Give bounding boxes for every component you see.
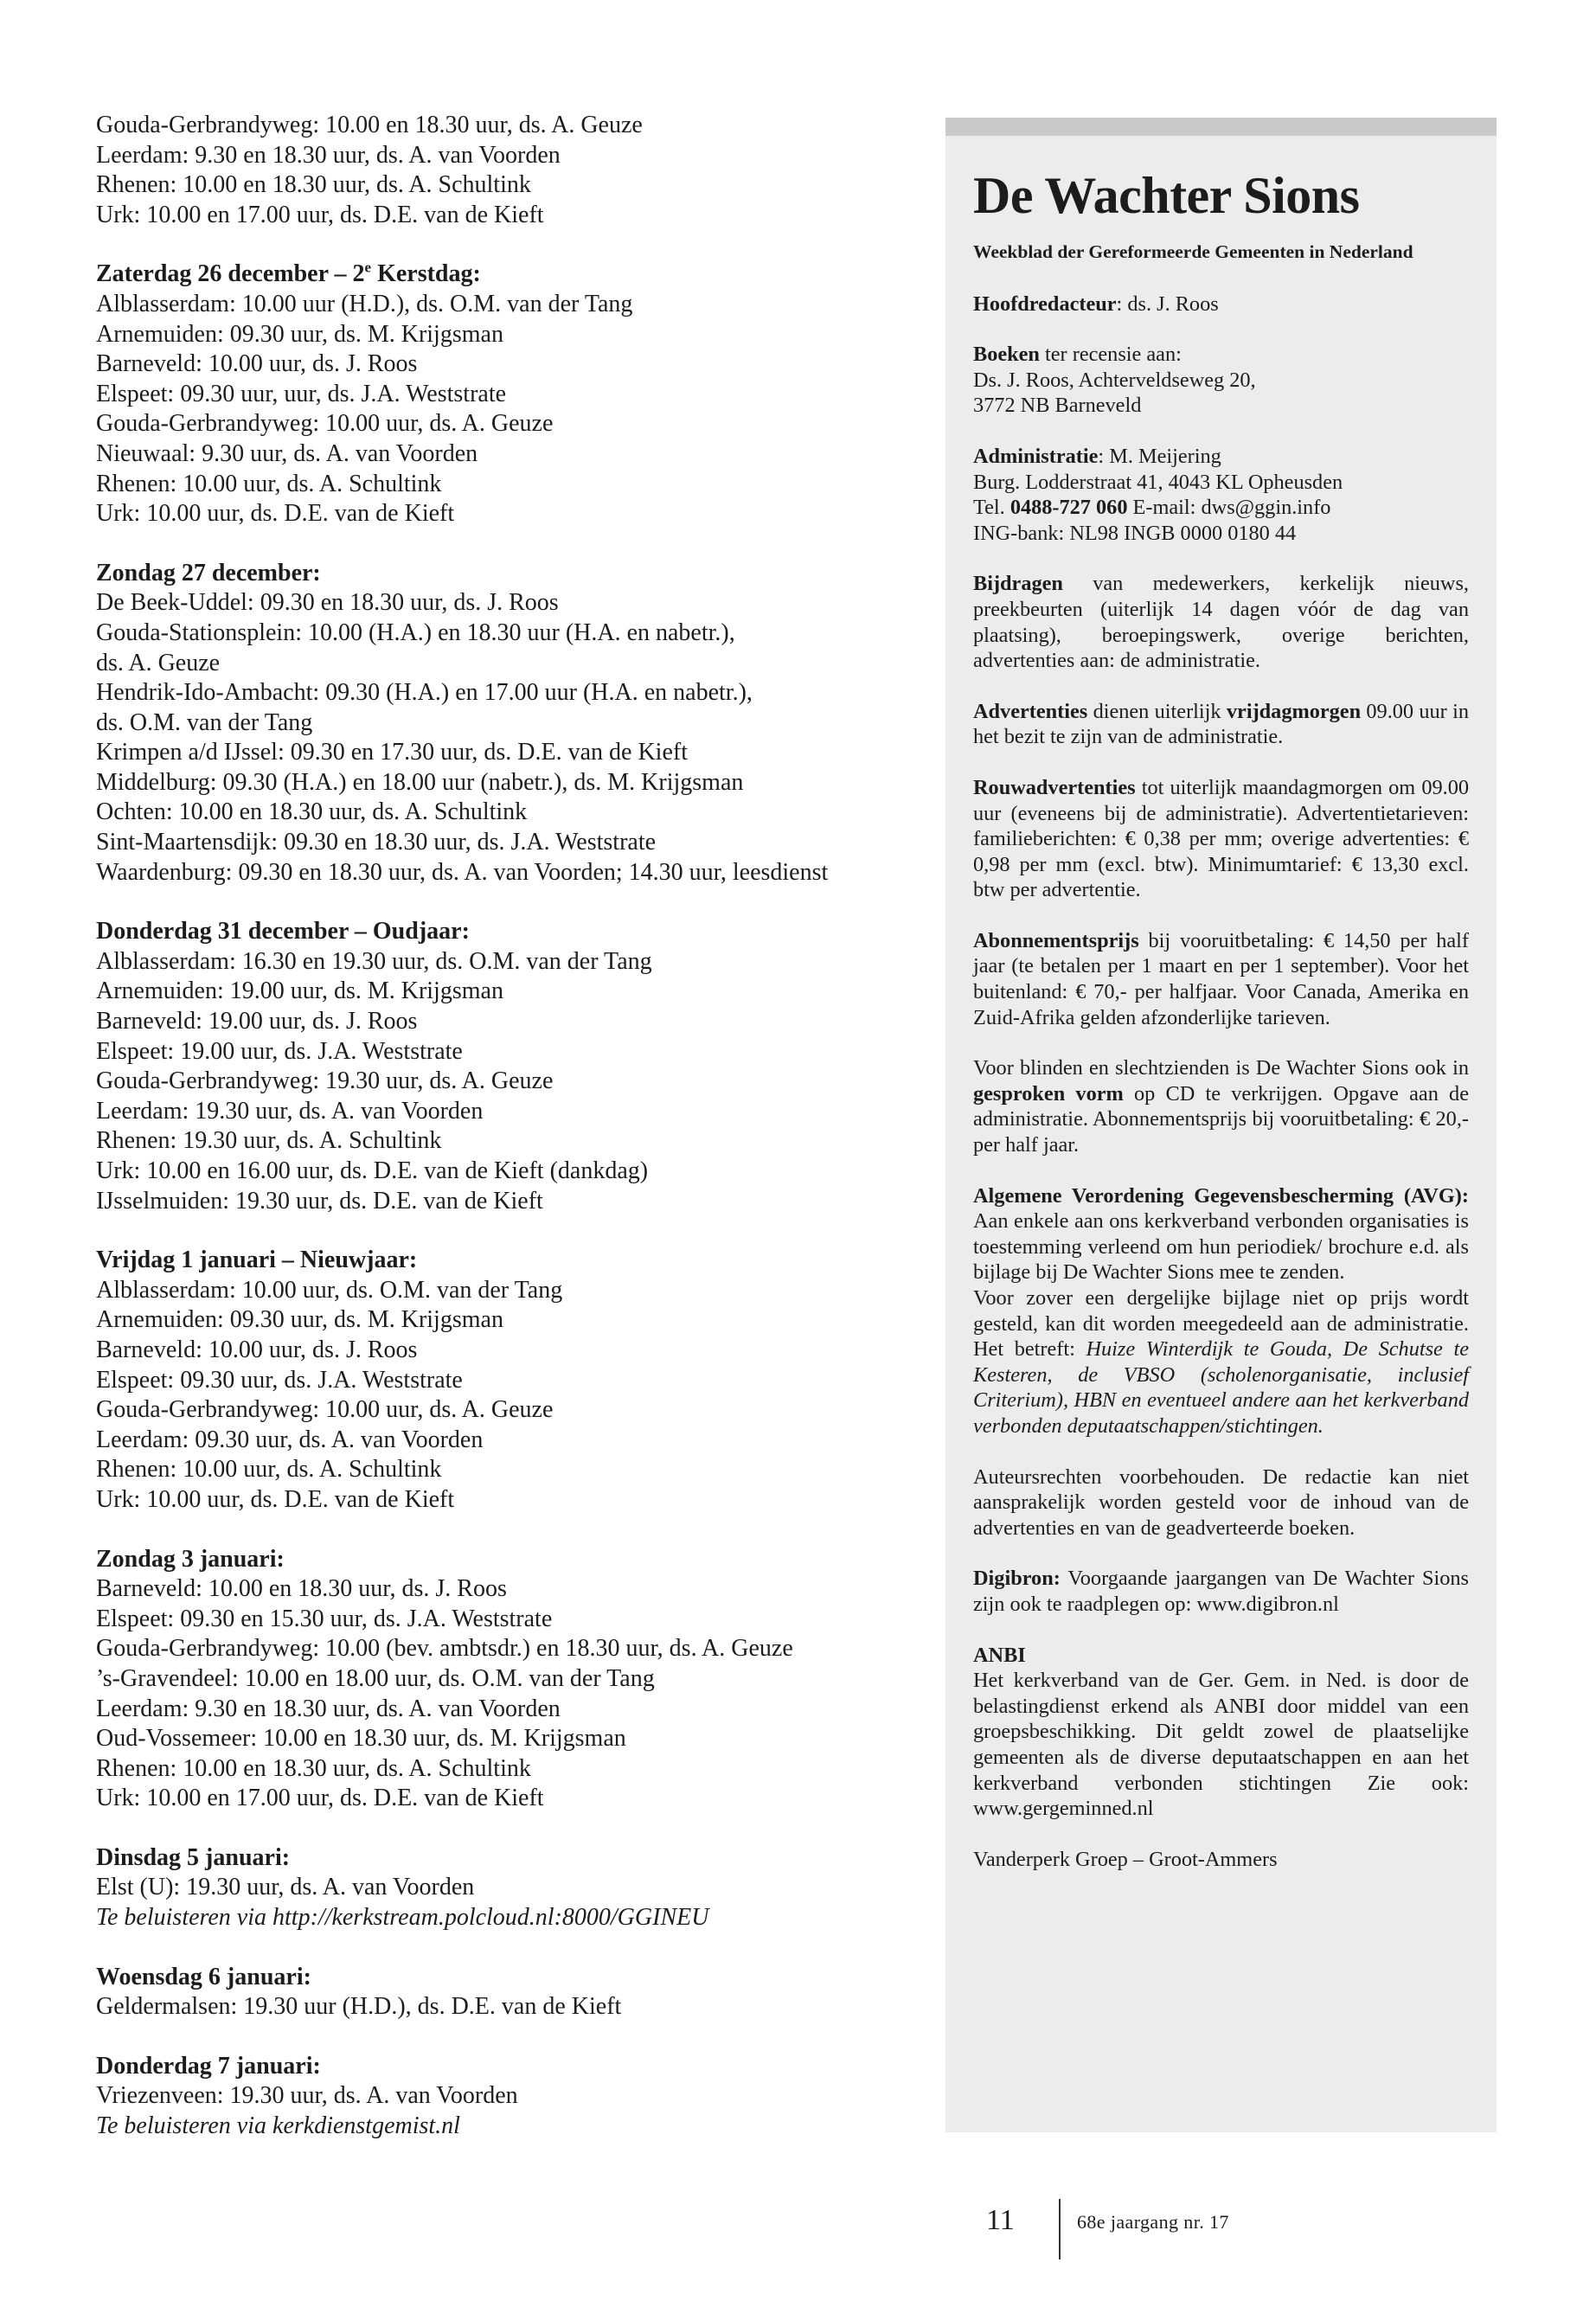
- printer-info: Vanderperk Groep – Groot-Ammers: [973, 1847, 1278, 1871]
- service-line: Hendrik-Ido-Ambacht: 09.30 (H.A.) en 17.00 uur (H.A. en nabetr.),: [96, 679, 753, 707]
- service-line: Urk: 10.00 en 16.00 uur, ds. D.E. van de Kieft (dankdag): [96, 1157, 649, 1184]
- service-line: Leerdam: 9.30 en 18.30 uur, ds. A. van Voorden: [96, 141, 561, 169]
- service-line: Barneveld: 19.00 uur, ds. J. Roos: [96, 1008, 418, 1035]
- magazine-title: De Wachter Sions: [973, 167, 1360, 224]
- service-section: [96, 1843, 909, 1933]
- service-line: Leerdam: 09.30 uur, ds. A. van Voorden: [96, 1426, 484, 1453]
- service-section: [96, 1963, 909, 2022]
- editor-info: Hoofdredacteur: ds. J. Roos: [973, 292, 1219, 316]
- stream-link-note: Te beluisteren via http://kerkstream.polcloud.nl:8000/GGINEU: [96, 1904, 709, 1932]
- service-line: Gouda-Gerbrandyweg: 19.30 uur, ds. A. Geuze: [96, 1067, 554, 1095]
- service-line: Elspeet: 19.00 uur, ds. J.A. Weststrate: [96, 1037, 463, 1065]
- service-section: [96, 111, 909, 230]
- service-line: Elspeet: 09.30 en 15.30 uur, ds. J.A. Weststrate: [96, 1605, 553, 1632]
- copyright-info: Auteursrechten voorbehouden. De redactie kan niet aansprakelijk worden gesteld voor de inhoud van de advertenties en van de geadverteerde boeken.: [973, 1465, 1469, 1540]
- colophon-panel: [945, 118, 1497, 2132]
- service-line: Middelburg: 09.30 (H.A.) en 18.00 uur (nabetr.), ds. M. Krijgsman: [96, 768, 744, 796]
- contributions-info: Bijdragen van medewerkers, kerkelijk nieuws, preekbeurten (uiterlijk 14 dagen vóór de dag van plaatsing), beroepingswerk, overige berichten, advertenties aan: de administratie.: [973, 572, 1469, 673]
- service-line: Leerdam: 9.30 en 18.30 uur, ds. A. van Voorden: [96, 1695, 561, 1722]
- service-line: Sint-Maartensdijk: 09.30 en 18.30 uur, ds. J.A. Weststrate: [96, 829, 657, 856]
- service-line: Barneveld: 10.00 en 18.30 uur, ds. J. Roos: [96, 1575, 507, 1603]
- service-day-heading: Zondag 27 december:: [96, 559, 321, 586]
- service-line: Alblasserdam: 10.00 uur, ds. O.M. van der Tang: [96, 1276, 563, 1304]
- issue-label: 68e jaargang nr. 17: [1077, 2211, 1229, 2233]
- subscription-info: Abonnementsprijs bij vooruitbetaling: € 14,50 per half jaar (te betalen per 1 maart en per 1 september). Voor het buitenland: € 70,- per halfjaar. Voor Canada, Amerika en Zuid-Afrika gelden afzonderlijke tarieven.: [973, 928, 1469, 1029]
- service-line: Rhenen: 19.30 uur, ds. A. Schultink: [96, 1127, 442, 1155]
- service-section: [96, 1246, 909, 1515]
- books-info: Boeken ter recensie aan: Ds. J. Roos, Achterveldseweg 20, 3772 NB Barneveld: [973, 343, 1256, 418]
- service-line: Elst (U): 19.30 uur, ds. A. van Voorden: [96, 1874, 475, 1901]
- gdpr-info: Algemene Verordening Gegevensbescherming (AVG): Aan enkele aan ons kerkverband verbonden organisaties is toestemming verleend om hun periodiek/ brochure e.d. als bijlage bij De Wachter Sions mee te zenden. Voor zover een dergelijke bijlage niet op prijs wordt gesteld, kan dit worden meegedeeld aan de administratie. Het betreft: Huize Winterdijk te Gouda, De Schutse te Kesteren, de VBSO (scholenorganisatie, inclusief Criterium), HBN en eventueel andere aan het kerkverband verbonden deputaatschappen/stichtingen.: [973, 1183, 1469, 1438]
- stream-link-note: Te beluisteren via kerkdienstgemist.nl: [96, 2112, 460, 2140]
- service-line: Barneveld: 10.00 uur, ds. J. Roos: [96, 350, 418, 378]
- service-line: Elspeet: 09.30 uur, ds. J.A. Weststrate: [96, 1366, 463, 1394]
- service-day-heading: Zondag 3 januari:: [96, 1545, 285, 1573]
- service-line: Gouda-Stationsplein: 10.00 (H.A.) en 18.30 uur (H.A. en nabetr.),: [96, 619, 735, 646]
- service-line: Vriezenveen: 19.30 uur, ds. A. van Voorden: [96, 2082, 518, 2110]
- service-line: Gouda-Gerbrandyweg: 10.00 en 18.30 uur, ds. A. Geuze: [96, 112, 643, 138]
- service-line: Gouda-Gerbrandyweg: 10.00 uur, ds. A. Geuze: [96, 410, 554, 438]
- service-line: Waardenburg: 09.30 en 18.30 uur, ds. A. van Voorden; 14.30 uur, leesdienst: [96, 858, 829, 886]
- service-line: Urk: 10.00 uur, ds. D.E. van de Kieft: [96, 500, 455, 528]
- service-line: Urk: 10.00 en 17.00 uur, ds. D.E. van de Kieft: [96, 1785, 544, 1812]
- service-day-heading: Donderdag 7 januari:: [96, 2052, 321, 2080]
- service-line: Leerdam: 19.30 uur, ds. A. van Voorden: [96, 1097, 484, 1125]
- service-line: Nieuwaal: 9.30 uur, ds. A. van Voorden: [96, 439, 478, 467]
- service-line: Elspeet: 09.30 uur, uur, ds. J.A. Weststrate: [96, 380, 507, 407]
- service-line: ’s-Gravendeel: 10.00 en 18.00 uur, ds. O.M. van der Tang: [96, 1664, 655, 1692]
- service-section: [96, 260, 909, 529]
- service-line: Urk: 10.00 en 17.00 uur, ds. D.E. van de Kieft: [96, 201, 544, 228]
- service-section: [96, 2052, 909, 2142]
- service-line: ds. A. Geuze: [96, 649, 221, 676]
- colophon-top-bar: [945, 118, 1497, 136]
- service-line: Oud-Vossemeer: 10.00 en 18.30 uur, ds. M. Krijgsman: [96, 1725, 626, 1753]
- service-day-heading: Dinsdag 5 januari:: [96, 1843, 291, 1871]
- services-column: [96, 111, 909, 2171]
- service-line: Geldermalsen: 19.30 uur (H.D.), ds. D.E. van de Kieft: [96, 1993, 622, 2021]
- service-line: Arnemuiden: 09.30 uur, ds. M. Krijgsman: [96, 1306, 503, 1334]
- service-line: Krimpen a/d IJssel: 09.30 en 17.30 uur, ds. D.E. van de Kieft: [96, 739, 688, 766]
- audio-edition-info: Voor blinden en slechtzienden is De Wachter Sions ook in gesproken vorm op CD te verkrijgen. Opgave aan de administratie. Abonnementsprijs bij vooruitbetaling: € 20,- per half jaar.: [973, 1056, 1469, 1157]
- service-line: Urk: 10.00 uur, ds. D.E. van de Kieft: [96, 1485, 455, 1513]
- service-line: Rhenen: 10.00 uur, ds. A. Schultink: [96, 470, 442, 497]
- service-day-heading: Zaterdag 26 december – 2e Kerstdag:: [96, 260, 481, 288]
- service-day-heading: Vrijdag 1 januari – Nieuwjaar:: [96, 1247, 418, 1274]
- service-day-heading: Woensdag 6 januari:: [96, 1963, 311, 1990]
- service-line: Arnemuiden: 19.00 uur, ds. M. Krijgsman: [96, 977, 503, 1005]
- service-day-heading: Donderdag 31 december – Oudjaar:: [96, 918, 470, 945]
- service-line: Arnemuiden: 09.30 uur, ds. M. Krijgsman: [96, 320, 503, 348]
- advertisements-info: Advertenties dienen uiterlijk vrijdagmorgen 09.00 uur in het bezit te zijn van de administratie.: [973, 699, 1469, 749]
- magazine-subtitle: Weekblad der Gereformeerde Gemeenten in Nederland: [973, 241, 1413, 262]
- service-line: Alblasserdam: 16.30 en 19.30 uur, ds. O.M. van der Tang: [96, 947, 652, 975]
- service-line: Rhenen: 10.00 en 18.30 uur, ds. A. Schultink: [96, 171, 531, 199]
- digibron-info: Digibron: Voorgaande jaargangen van De Wachter Sions zijn ook te raadplegen op: www.digibron.nl: [973, 1567, 1469, 1616]
- service-line: Alblasserdam: 10.00 uur (H.D.), ds. O.M. van der Tang: [96, 290, 633, 317]
- service-line: Rhenen: 10.00 uur, ds. A. Schultink: [96, 1456, 442, 1484]
- service-line: ds. O.M. van der Tang: [96, 708, 313, 736]
- mourning-ads-info: Rouwadvertenties tot uiterlijk maandagmorgen om 09.00 uur (eveneens bij de administratie). Advertentietarieven: familieberichten: € 0,38 per mm; overige advertenties: € 0,98 per mm (excl. btw). Minimumtarief: € 13,30 excl. btw per advertentie.: [973, 775, 1469, 902]
- anbi-info: ANBI Het kerkverband van de Ger. Gem. in Ned. is door de belastingdienst erkend als ANBI door middel van een groepsbeschikking. Dit geldt zowel de plaatselijke gemeenten als de diverse deputaatschappen en aan het kerkverband verbonden stichtingen Zie ook: www.gergeminned.nl: [973, 1643, 1469, 1821]
- service-line: De Beek-Uddel: 09.30 en 18.30 uur, ds. J. Roos: [96, 589, 559, 617]
- page-number: 11: [986, 2204, 1015, 2236]
- service-line: Ochten: 10.00 en 18.30 uur, ds. A. Schultink: [96, 798, 528, 826]
- service-section: [96, 1545, 909, 1814]
- administration-info: Administratie: M. Meijering Burg. Lodderstraat 41, 4043 KL Opheusden Tel. 0488-727 060 E-mail: dws@ggin.info ING-bank: NL98 INGB 0000 0180 44: [973, 444, 1343, 545]
- service-line: Rhenen: 10.00 en 18.30 uur, ds. A. Schultink: [96, 1754, 531, 1782]
- service-line: Barneveld: 10.00 uur, ds. J. Roos: [96, 1336, 418, 1363]
- footer-divider: [1059, 2199, 1061, 2259]
- service-line: Gouda-Gerbrandyweg: 10.00 uur, ds. A. Geuze: [96, 1396, 554, 1424]
- service-section: [96, 917, 909, 1216]
- service-line: IJsselmuiden: 19.30 uur, ds. D.E. van de Kieft: [96, 1187, 543, 1215]
- service-section: [96, 559, 909, 888]
- service-line: Gouda-Gerbrandyweg: 10.00 (bev. ambtsdr.) en 18.30 uur, ds. A. Geuze: [96, 1635, 793, 1663]
